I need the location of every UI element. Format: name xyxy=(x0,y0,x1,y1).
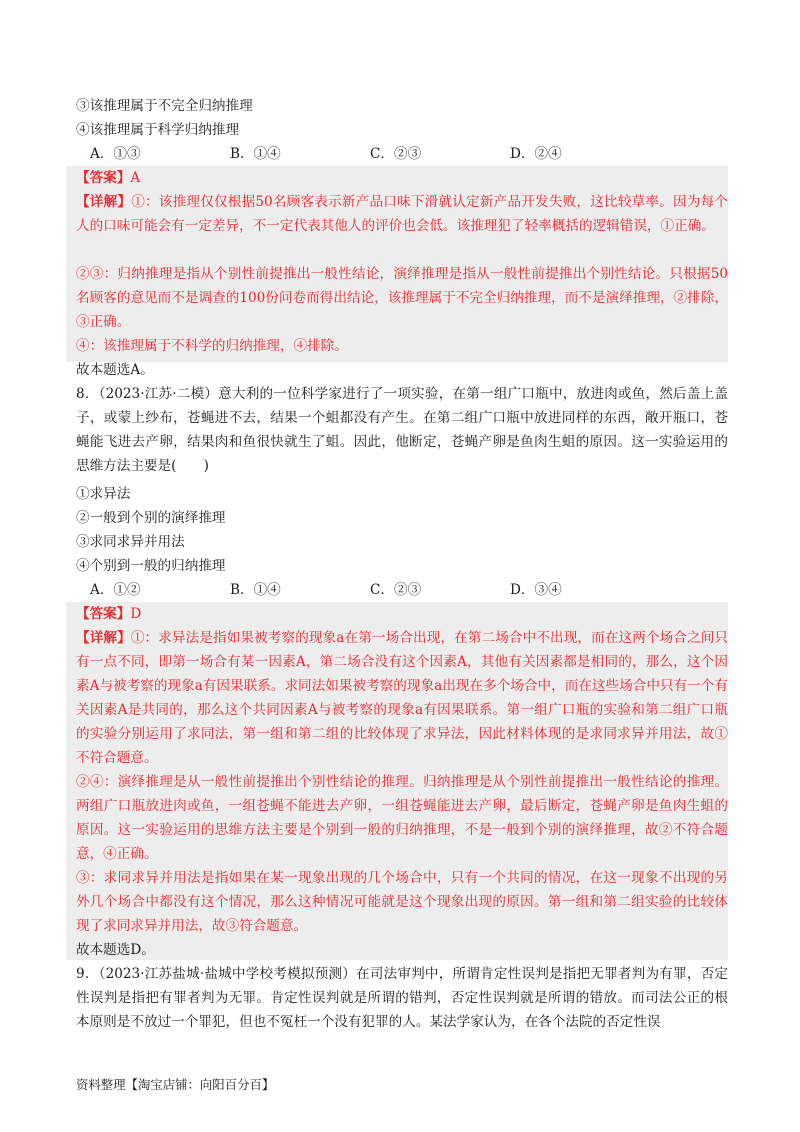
q8-answer-value: D xyxy=(130,606,142,622)
q8-detail-text-1: ①：求异法是指如果被考察的现象a在第一场合出现，在第二场合中不出现，而在这两个场合之间只有一点不同，即第一场合有某一因素A，第二场合没有这个因素A，其他有关因素都是相同的，那么，这个因素A与被考察的现象a有因果联系。求同法如果被考察的现象a出现在多个场合中，而在这些场合中只有一个有关因素A是共同的，那么这个共同因素A与被考察的现象a有因果联系。第一组广口瓶的实验和第二组广口瓶的实验分别运用了求同法，第一组和第二组的比较体现了求异法，因此材料体现的是求同求异并用法，故①不符合题意。 xyxy=(76,630,729,766)
q8-answer xyxy=(76,605,141,623)
q7-option-a: A．①③ xyxy=(90,146,141,162)
q8-statement-3: ③求同求异并用法 xyxy=(76,534,185,550)
q7-statement-3: ③该推理属于不完全归纳推理 xyxy=(76,98,253,114)
page-footer: 资料整理【淘宝店铺：向阳百分百】 xyxy=(76,1077,275,1092)
q7-detail-label: 【详解】 xyxy=(76,194,132,210)
q7-answer-value: A xyxy=(130,170,141,186)
q7-statement-4: ④该推理属于科学归纳推理 xyxy=(76,122,240,138)
q8-statement-1: ①求异法 xyxy=(76,486,131,502)
q7-option-b: B．①④ xyxy=(230,146,281,162)
q9-stem: 9．（2023·江苏盐城·盐城中学校考模拟预测）在司法审判中，所谓肯定性误判是指把无罪者判为有罪，否定性误判是指把有罪者判为无罪。肯定性误判就是所谓的错判，否定性误判就是所谓的错放。而司法公正的根本原则是不放过一个罪犯，但也不冤枉一个没有犯罪的人。某法学家认为，在各个法院的否定性误 xyxy=(76,966,728,1030)
q7-options xyxy=(90,145,650,163)
q8-options xyxy=(90,581,650,599)
q8-statement-2: ②一般到个别的演绎推理 xyxy=(76,510,226,526)
q8-answer-label: 【答案】 xyxy=(76,606,131,622)
q8-option-d: D．③④ xyxy=(510,582,562,598)
q7-detail-2: ②③：归纳推理是指从个别性前提推出一般性结论，演绎推理是指从一般性前提推出个别性结论。只根据50名顾客的意见而不是调查的100份问卷而得出结论，该推理属于不完全归纳推理，而不是演绎推理，②排除，③正确。 xyxy=(76,266,728,330)
q8-conclusion: 故本题选D。 xyxy=(76,942,155,958)
q8-option-a: A．①② xyxy=(90,582,141,598)
q8-statement-4: ④个别到一般的归纳推理 xyxy=(76,558,226,574)
q8-detail-label: 【详解】 xyxy=(76,630,131,646)
q8-detail-1 xyxy=(76,626,728,770)
q7-option-d: D．②④ xyxy=(510,146,562,162)
q8-stem: 8．（2023·江苏·二模）意大利的一位科学家进行了一项实验，在第一组广口瓶中，放进肉或鱼，然后盖上盖子，或蒙上纱布，苍蝇进不去，结果一个蛆都没有产生。在第二组广口瓶中放进同样的东西，敞开瓶口，苍蝇能飞进去产卵，结果肉和鱼很快就生了蛆。因此，他断定，苍蝇产卵是鱼肉生蛆的原因。这一实验运用的思维方法主要是( ) xyxy=(76,386,728,474)
q8-detail-2: ②④：演绎推理是从一般性前提推出个别性结论的推理。归纳推理是从个别性前提推出一般性结论的推理。两组广口瓶放进肉或鱼，一组苍蝇不能进去产卵，一组苍蝇能进去产卵，最后断定，苍蝇产卵是鱼肉生蛆的原因。这一实验运用的思维方法主要是个别到一般的归纳推理，不是一般到个别的演绎推理，故②不符合题意，④正确。 xyxy=(76,774,728,862)
q8-option-b: B．①④ xyxy=(230,582,281,598)
q8-option-c: C．②③ xyxy=(370,582,422,598)
q7-detail-text-1: ①：该推理仅仅根据50名顾客表示新产品口味下滑就认定新产品开发失败，这比较草率。因为每个人的口味可能会有一定差异，不一定代表其他人的评价也会低。该推理犯了轻率概括的逻辑错误，①正确。 xyxy=(76,194,729,234)
q7-answer xyxy=(76,169,140,187)
q8-detail-3: ③：求同求异并用法是指如果在某一现象出现的几个场合中，只有一个共同的情况，在这一现象不出现的另外几个场合中都没有这个情况，那么这种情况可能就是这个现象出现的原因。第一组和第二组实验的比较体现了求同求异并用法，故③符合题意。 xyxy=(76,870,728,934)
q7-detail-1 xyxy=(76,190,728,238)
q7-option-c: C．②③ xyxy=(370,146,422,162)
q7-answer-label: 【答案】 xyxy=(76,170,131,186)
q7-conclusion: 故本题选A。 xyxy=(76,362,154,378)
q7-detail-3: ④：该推理属于不科学的归纳推理，④排除。 xyxy=(76,338,348,354)
